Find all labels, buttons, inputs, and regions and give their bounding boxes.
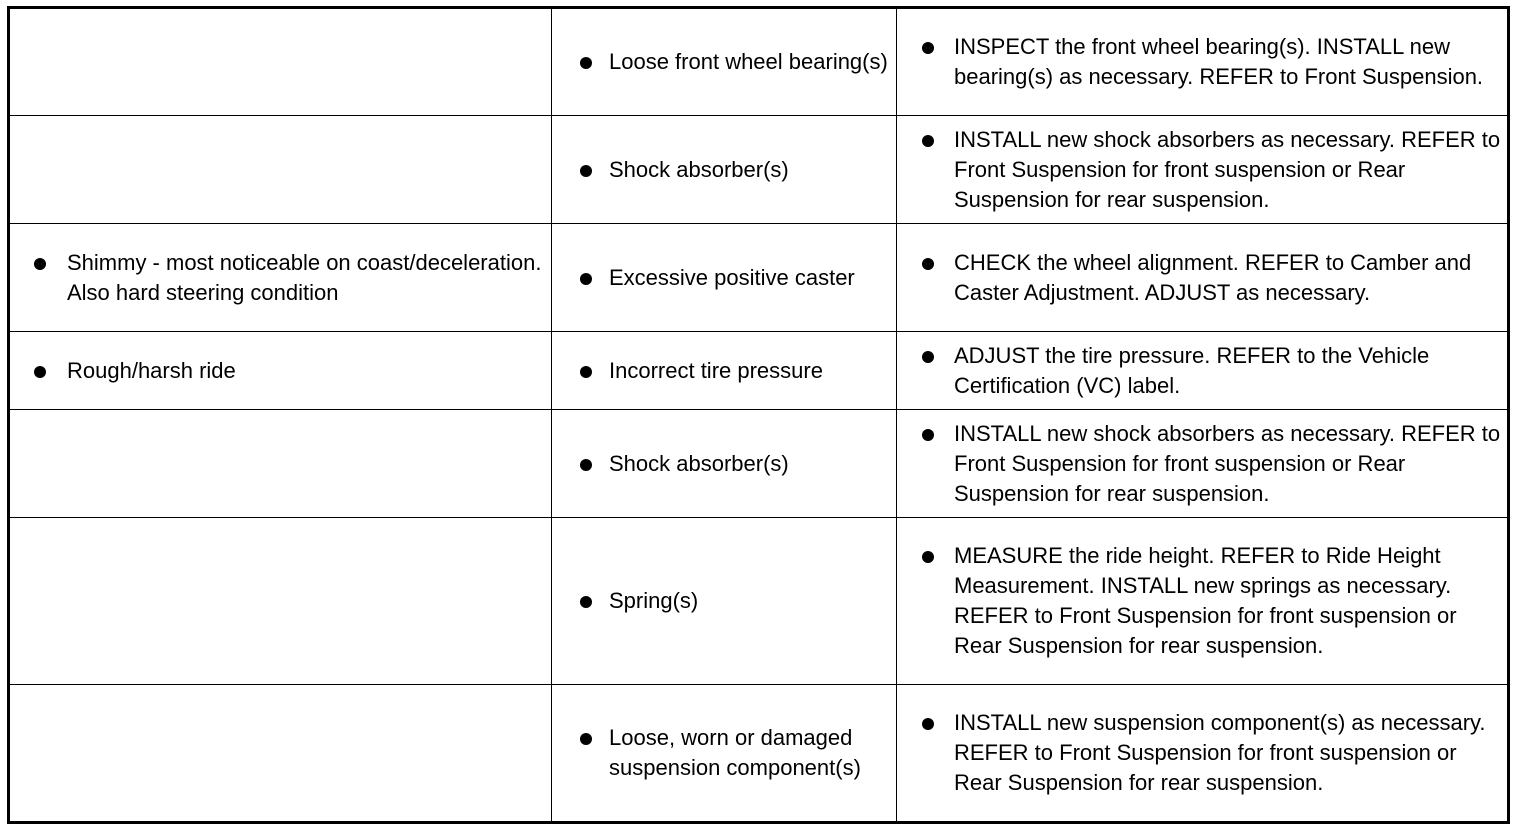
bullet-icon <box>922 551 934 563</box>
bullet-icon <box>922 429 934 441</box>
cause-item <box>552 47 896 77</box>
action-cell <box>897 685 1509 823</box>
action-cell <box>897 518 1509 685</box>
cause-cell <box>552 685 897 823</box>
symptom-cell <box>9 685 552 823</box>
action-item <box>897 541 1507 661</box>
bullet-icon <box>922 718 934 730</box>
action-cell <box>897 116 1509 224</box>
action-text: INSTALL new shock absorbers as necessary. REFER to Front Suspension for front suspension or Rear Suspension for rear suspension. <box>954 126 1501 212</box>
symptom-cell <box>9 224 552 332</box>
table-row <box>9 332 1509 410</box>
cause-cell <box>552 8 897 116</box>
action-item <box>897 708 1507 798</box>
table-row <box>9 116 1509 224</box>
symptom-text: Shimmy - most noticeable on coast/deceleration. Also hard steering condition <box>67 249 542 305</box>
action-item <box>897 248 1507 308</box>
action-text: CHECK the wheel alignment. REFER to Camber and Caster Adjustment. ADJUST as necessary. <box>954 249 1472 305</box>
cause-item <box>552 586 896 616</box>
action-text: INSTALL new shock absorbers as necessary. REFER to Front Suspension for front suspension or Rear Suspension for rear suspension. <box>954 420 1501 506</box>
action-cell <box>897 8 1509 116</box>
bullet-icon <box>922 135 934 147</box>
cause-item <box>552 723 896 783</box>
cause-text: Incorrect tire pressure <box>609 357 823 383</box>
cause-cell <box>552 518 897 685</box>
symptom-cell <box>9 8 552 116</box>
action-item <box>897 32 1507 92</box>
table-row <box>9 8 1509 116</box>
symptom-cell <box>9 332 552 410</box>
symptom-cell <box>9 518 552 685</box>
symptom-text: Rough/harsh ride <box>67 357 236 383</box>
action-cell <box>897 224 1509 332</box>
table-row <box>9 518 1509 685</box>
cause-text: Loose front wheel bearing(s) <box>609 49 888 74</box>
action-text: ADJUST the tire pressure. REFER to the Vehicle Certification (VC) label. <box>954 342 1430 398</box>
cause-cell <box>552 224 897 332</box>
cause-text: Loose, worn or damaged suspension component(s) <box>609 725 861 780</box>
action-item <box>897 125 1507 215</box>
cause-cell <box>552 410 897 518</box>
cause-text: Shock absorber(s) <box>609 156 789 182</box>
bullet-icon <box>34 258 46 270</box>
cause-text: Shock absorber(s) <box>609 450 789 476</box>
bullet-icon <box>580 273 592 285</box>
action-text: INSTALL new suspension component(s) as necessary. REFER to Front Suspension for front suspension or Rear Suspension for rear suspension. <box>954 710 1486 795</box>
symptom-item <box>10 356 551 386</box>
symptom-item <box>10 248 551 308</box>
bullet-icon <box>34 366 46 378</box>
bullet-icon <box>580 596 592 608</box>
table-row <box>9 685 1509 823</box>
cause-text: Excessive positive caster <box>609 264 855 290</box>
cause-item <box>552 155 896 185</box>
table-row <box>9 224 1509 332</box>
bullet-icon <box>922 258 934 270</box>
cause-text: Spring(s) <box>609 588 699 613</box>
action-cell <box>897 332 1509 410</box>
action-cell <box>897 410 1509 518</box>
cause-cell <box>552 116 897 224</box>
bullet-icon <box>580 733 592 745</box>
symptom-cell <box>9 116 552 224</box>
action-item <box>897 419 1507 509</box>
cause-item <box>552 356 896 386</box>
bullet-icon <box>922 42 934 54</box>
cause-cell <box>552 332 897 410</box>
bullet-icon <box>580 165 592 177</box>
table-row <box>9 410 1509 518</box>
action-text: INSPECT the front wheel bearing(s). INSTALL new bearing(s) as necessary. REFER to Front Suspension. <box>954 34 1484 89</box>
bullet-icon <box>580 366 592 378</box>
action-item <box>897 341 1507 401</box>
cause-item <box>552 449 896 479</box>
cause-item <box>552 263 896 293</box>
bullet-icon <box>922 351 934 363</box>
bullet-icon <box>580 57 592 69</box>
symptom-cell <box>9 410 552 518</box>
action-text: MEASURE the ride height. REFER to Ride Height Measurement. INSTALL new springs as necessary. REFER to Front Suspension for front suspension or Rear Suspension for rear suspension. <box>954 543 1457 658</box>
diagnosis-table <box>7 6 1510 824</box>
bullet-icon <box>580 459 592 471</box>
